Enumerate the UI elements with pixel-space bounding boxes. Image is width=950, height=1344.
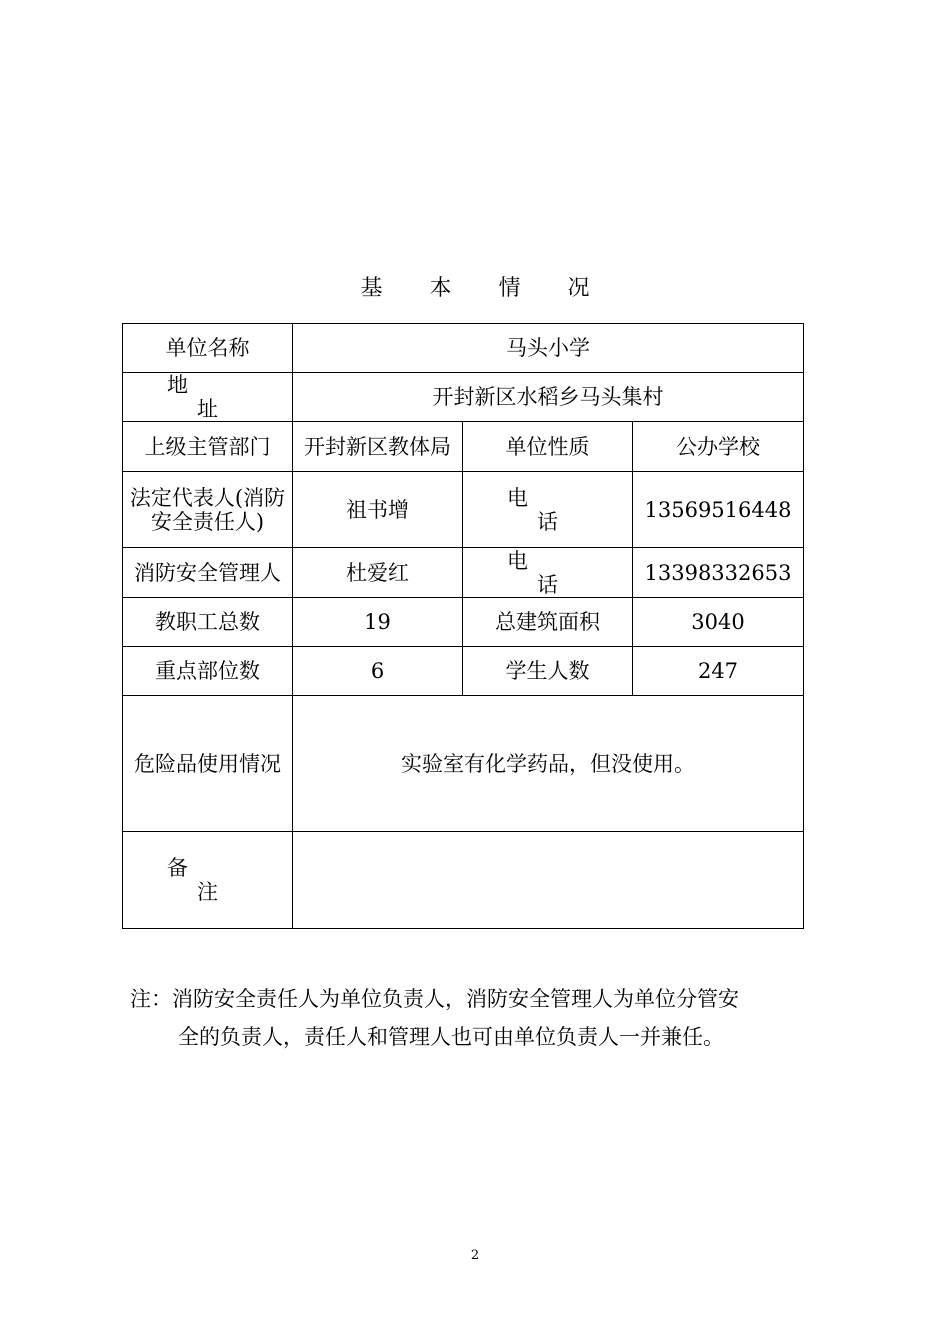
fire-manager-label: 消防安全管理人	[123, 548, 293, 598]
remarks-label: 备注	[123, 832, 293, 929]
address-label: 地址	[123, 373, 293, 422]
key-areas-value: 6	[293, 647, 463, 696]
unit-name-value: 马头小学	[293, 324, 804, 373]
table-row	[123, 696, 804, 832]
table-row	[123, 472, 804, 548]
legal-rep-value: 祖书增	[293, 472, 463, 548]
hazmat-value: 实验室有化学药品，但没使用。	[293, 696, 804, 832]
phone-label: 电话	[463, 472, 633, 548]
footnote-line-2: 全的负责人，责任人和管理人也可由单位负责人一并兼任。	[178, 1025, 724, 1049]
unit-nature-label: 单位性质	[463, 422, 633, 472]
table-row	[123, 598, 804, 647]
staff-value: 19	[293, 598, 463, 647]
unit-nature-value: 公办学校	[633, 422, 804, 472]
table-row	[123, 422, 804, 472]
address-value: 开封新区水稻乡马头集村	[293, 373, 804, 422]
basic-info-table	[122, 323, 804, 929]
fire-manager-value: 杜爱红	[293, 548, 463, 598]
table-row	[123, 324, 804, 373]
area-value: 3040	[633, 598, 804, 647]
page-title: 基 本 情 况	[360, 276, 610, 301]
phone-value: 13569516448	[633, 472, 804, 548]
superior-label: 上级主管部门	[123, 422, 293, 472]
unit-name-label: 单位名称	[123, 324, 293, 373]
students-value: 247	[633, 647, 804, 696]
legal-rep-label: 法定代表人(消防安全责任人)	[123, 472, 293, 548]
students-label: 学生人数	[463, 647, 633, 696]
staff-label: 教职工总数	[123, 598, 293, 647]
table-row	[123, 548, 804, 598]
table-row	[123, 647, 804, 696]
footnote	[130, 980, 830, 1056]
hazmat-label: 危险品使用情况	[123, 696, 293, 832]
page-number: 2	[470, 1248, 480, 1263]
area-label: 总建筑面积	[463, 598, 633, 647]
superior-value: 开封新区教体局	[293, 422, 463, 472]
table-row	[123, 373, 804, 422]
phone-label: 电话	[463, 548, 633, 598]
key-areas-label: 重点部位数	[123, 647, 293, 696]
phone-value: 13398332653	[633, 548, 804, 598]
remarks-value	[293, 832, 804, 929]
footnote-line-1: 注：消防安全责任人为单位负责人，消防安全管理人为单位分管安	[130, 987, 739, 1011]
table-row	[123, 832, 804, 929]
